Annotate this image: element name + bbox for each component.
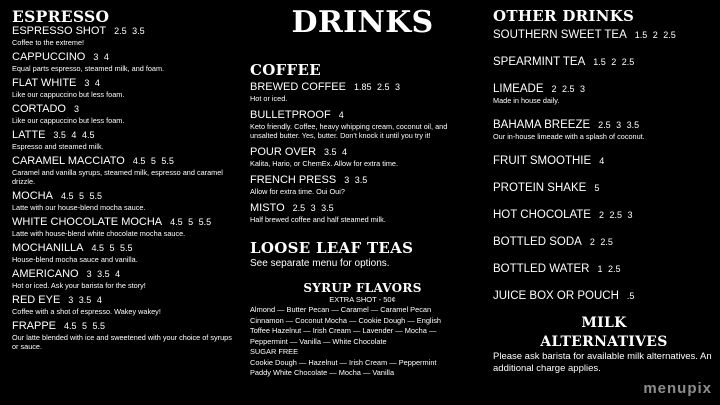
menu-item-name: FRUIT SMOOTHIE: [493, 155, 592, 167]
espresso-list: [12, 25, 237, 351]
menu-item-price: 1.5 2 2.5: [593, 57, 635, 67]
menu-item-name-row: [250, 202, 475, 215]
menu-item: [250, 109, 475, 140]
menu-item: [12, 216, 237, 238]
milk-note: Please ask barista for available milk alternatives. An additional charge applies.: [493, 351, 712, 374]
menu-item: [12, 51, 237, 73]
menu-item: [12, 103, 237, 125]
milk-heading-line2: ALTERNATIVES: [540, 334, 668, 350]
watermark-logo: menupix: [643, 380, 712, 397]
menu-item: [250, 146, 475, 168]
menu-item-name: BOTTLED SODA: [493, 236, 582, 248]
menu-item: [12, 268, 237, 290]
menu-item-name: FRAPPE: [12, 320, 57, 332]
menu-item-name-row: [493, 182, 715, 195]
menu-item-name: WHITE CHOCOLATE MOCHA: [12, 216, 163, 228]
menu-item: [493, 290, 715, 303]
menu-item-name: BREWED COFFEE: [250, 81, 346, 93]
menu-item-price: 3 4: [93, 52, 109, 62]
menu-item-description: Caramel and vanilla syrups, steamed milk, espresso and caramel drizzle.: [12, 168, 223, 186]
menu-item: [493, 83, 715, 105]
menu-item-name: JUICE BOX OR POUCH: [493, 290, 619, 302]
menu-item: [493, 236, 715, 249]
menu-item: [12, 242, 237, 264]
menu-item-name-row: [12, 216, 237, 229]
menu-item-name: BULLETPROOF: [250, 109, 331, 121]
menu-item: [493, 263, 715, 276]
menu-item-price: 4.5 5 5.5: [170, 217, 212, 227]
menu-item-description: Hot or iced.: [250, 94, 288, 103]
menu-item-description: House-blend mocha sauce and vanilla.: [12, 255, 138, 264]
menu-item-name-row: [493, 155, 715, 168]
menu-item-name-row: [493, 236, 715, 249]
menu-item-name: FLAT WHITE: [12, 77, 77, 89]
syrup-line: Peppermint — Vanilla — White Chocolate: [250, 336, 387, 346]
syrup-line: SUGAR FREE: [250, 347, 299, 356]
menu-item-price: 1 2.5: [597, 264, 621, 274]
menu-item-description: Equal parts espresso, steamed milk, and foam.: [12, 64, 165, 73]
menu-item-name: ESPRESSO SHOT: [12, 25, 107, 37]
menu-item-price: 4.5 5 5.5: [91, 243, 133, 253]
menu-item-name: CORTADO: [12, 103, 66, 115]
menu-item-price: 3 3.5 4: [86, 269, 121, 279]
menu-item-description: Our in-house limeade with a splash of coconut.: [493, 132, 645, 141]
menu-item-price: 4.5 5 5.5: [64, 321, 106, 331]
menu-item-name-row: [493, 119, 715, 132]
espresso-section: [12, 0, 237, 351]
menu-item: [12, 190, 237, 212]
menu-item-price: 3 3.5: [344, 175, 368, 185]
menu-item-price: 4.5 5 5.5: [60, 191, 102, 201]
syrup-list: [250, 305, 475, 379]
menu-item-description: Allow for extra time. Oui Oui?: [250, 187, 345, 196]
menu-item-description: Half brewed coffee and half steamed milk.: [250, 215, 386, 224]
menu-item-price: 3.5 4 4.5: [53, 130, 95, 140]
menu-item-price: 1.85 2.5 3: [353, 82, 400, 92]
other-drinks-list: [493, 29, 715, 303]
menu-item-name-row: [12, 103, 237, 116]
menu-item-name: SPEARMINT TEA: [493, 56, 586, 68]
syrup-line: Toffee Hazelnut — Irish Cream — Lavender — Mocha —: [250, 326, 437, 335]
menu-item-price: 4: [338, 110, 344, 120]
menu-item-name: PROTEIN SHAKE: [493, 182, 587, 194]
menu-item-description: Keto friendly. Coffee, heavy whipping cream, coconut oil, and unsalted butter. Yes, butter. Don't knock it until you try it!: [250, 122, 448, 140]
menu-item-name-row: [493, 209, 715, 222]
menu-item-description: Like our cappuccino but less foam.: [12, 116, 125, 125]
menu-item-name: MOCHANILLA: [12, 242, 84, 254]
coffee-heading: COFFEE: [250, 61, 321, 79]
menu-item: [493, 29, 715, 42]
menu-item: [493, 119, 715, 141]
menu-item-name: MOCHA: [12, 190, 53, 202]
menu-item-description: Like our cappuccino but less foam.: [12, 90, 125, 99]
menu-item-price: 2 2.5: [589, 237, 613, 247]
menu-item-name: RED EYE: [12, 294, 61, 306]
menu-item-name-row: [12, 320, 237, 333]
menu-item-name-row: [12, 294, 237, 307]
menu-item-name-row: [12, 25, 237, 38]
menu-item-name-row: [493, 83, 715, 96]
menu-title: DRINKS: [291, 5, 434, 40]
menu-item-name-row: [12, 190, 237, 203]
menu-item-price: .5: [626, 291, 635, 301]
menu-item-price: 2 2.5 3: [598, 210, 633, 220]
menu-item-name: SOUTHERN SWEET TEA: [493, 29, 627, 41]
coffee-list: [250, 81, 475, 224]
menu-item-description: Latte with house-blend white chocolate mocha sauce.: [12, 229, 186, 238]
menu-item-price: 4: [599, 156, 605, 166]
menu-item: [250, 174, 475, 196]
menu-item-name-row: [493, 263, 715, 276]
menu-item-description: Latte with our house-blend mocha sauce.: [12, 203, 146, 212]
menu-item-name: POUR OVER: [250, 146, 317, 158]
menu-item: [250, 202, 475, 224]
menu-item-name: BOTTLED WATER: [493, 263, 590, 275]
menu-item-name-row: [12, 242, 237, 255]
syrup-line: Paddy White Chocolate — Mocha — Vanilla: [250, 368, 395, 377]
menu-item: [493, 56, 715, 69]
menu-item: [250, 81, 475, 103]
menu-item: [12, 77, 237, 99]
milk-heading-line1: MILK: [581, 315, 627, 331]
menu-item-name: BAHAMA BREEZE: [493, 119, 591, 131]
menu-item-price: 4.5 5 5.5: [132, 156, 174, 166]
menu-item-price: 3 4: [84, 78, 100, 88]
menu-item-name: CARAMEL MACCIATO: [12, 155, 125, 167]
menu-item-description: Espresso and steamed milk.: [12, 142, 104, 151]
menu-item: [12, 294, 237, 316]
menu-item-name-row: [250, 146, 475, 159]
menu-item-name-row: [250, 81, 475, 94]
menu-item-price: 2 2.5 3: [551, 84, 586, 94]
menu-item-name: AMERICANO: [12, 268, 79, 280]
loose-leaf-note: See separate menu for options.: [250, 258, 390, 269]
menu-item-description: Our latte blended with ice and sweetened with your choice of syrups or sauce.: [12, 333, 232, 351]
syrup-line: Almond — Butter Pecan — Caramel — Caramel Pecan: [250, 305, 432, 314]
menu-item-description: Hot or iced. Ask your barista for the story!: [12, 281, 146, 290]
menu-item: [12, 155, 237, 186]
menu-item-name-row: [250, 174, 475, 187]
menu-item-name: LIMEADE: [493, 83, 544, 95]
other-drinks-section: [493, 0, 715, 375]
menu-item-name-row: [12, 77, 237, 90]
syrup-heading: SYRUP FLAVORS: [303, 281, 422, 295]
menu-item-name-row: [12, 268, 237, 281]
menu-item-name: HOT CHOCOLATE: [493, 209, 591, 221]
menu-item-price: 2.5 3 3.5: [292, 203, 334, 213]
menu-item-price: 3: [74, 104, 80, 114]
menu-item-description: Made in house daily.: [493, 96, 560, 105]
menu-item-name-row: [493, 290, 715, 303]
menu-item: [493, 209, 715, 222]
menu-item-price: 5: [594, 183, 600, 193]
menu-item: [12, 25, 237, 47]
menu-item-description: Coffee to the extreme!: [12, 38, 85, 47]
menu-item: [12, 320, 237, 351]
menu-item-name-row: [250, 109, 475, 122]
menu-item-description: Coffee with a shot of espresso. Wakey wakey!: [12, 307, 161, 316]
syrup-line: Cookie Dough — Hazelnut — Irish Cream — Peppermint: [250, 357, 437, 367]
menu-item-name: LATTE: [12, 129, 46, 141]
menu-item: [493, 155, 715, 168]
menu-item-name-row: [493, 56, 715, 69]
menu-item-name-row: [493, 29, 715, 42]
loose-leaf-heading: LOOSE LEAF TEAS: [250, 239, 414, 257]
menu-item-price: 2.5 3 3.5: [598, 120, 640, 130]
menu-item-price: 2.5 3.5: [114, 26, 145, 36]
menu-item-name-row: [12, 155, 237, 168]
menu-item-price: 3 3.5 4: [68, 295, 102, 305]
menu-item-description: Kalita, Hario, or ChemEx. Allow for extra time.: [250, 159, 399, 168]
center-column: [250, 0, 475, 379]
menu-item: [12, 129, 237, 151]
syrup-line: Cinnamon — Coconut Mocha — Cookie Dough — English: [250, 315, 442, 325]
menu-item: [493, 182, 715, 195]
menu-item-price: 3.5 4: [324, 147, 348, 157]
menu-item-price: 1.5 2 2.5: [634, 30, 676, 40]
other-drinks-heading: OTHER DRINKS: [493, 7, 635, 25]
menu-item-name: FRENCH PRESS: [250, 174, 337, 186]
espresso-heading: ESPRESSO: [12, 7, 110, 26]
menu-item-name: MISTO: [250, 202, 285, 214]
syrup-extra-shot: EXTRA SHOT - 50¢: [329, 295, 396, 304]
menu-item-name-row: [12, 129, 237, 142]
menu-item-name-row: [12, 51, 237, 64]
menu-item-name: CAPPUCCINO: [12, 51, 86, 63]
